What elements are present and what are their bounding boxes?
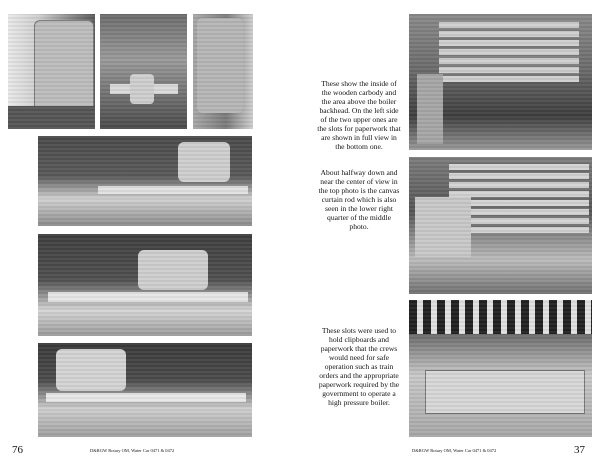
caption-paperwork-slots: These slots were used to hold clipboards and paperwork that the crews would need for safe operation such as train orders and the appropriate paperwork required by the government to operate a high pressure boiler.	[318, 326, 400, 407]
photo-coupler-closeup	[100, 14, 187, 129]
photo-coupler-assembly-1	[38, 136, 252, 226]
caption-curtain-rod: About halfway down and near the center of view in the top photo is the canvas curtain rod which is also seen in the lower right quarter of the middle photo.	[318, 168, 400, 231]
right-running-head: D&RGW Rotary OM, Water Car 0471 & 0472	[412, 448, 497, 453]
photo-coupler-assembly-2	[38, 234, 252, 336]
photo-carbody-ceiling	[409, 14, 592, 150]
photo-paperwork-slots	[409, 300, 592, 437]
caption-carbody-interior: These show the inside of the wooden carbody and the area above the boiler backhead. On the left side of the two upper ones are the slots for paperwork that are shown in full view in the bottom one.	[317, 79, 401, 151]
photo-water-car-side	[193, 14, 253, 129]
photo-water-car-end-view	[8, 14, 95, 129]
right-page-number: 37	[574, 444, 585, 456]
photo-coupler-assembly-3	[38, 343, 252, 437]
left-page-number: 76	[12, 444, 23, 456]
photo-boiler-backhead-area	[409, 157, 592, 294]
left-running-head: D&RGW Rotary OM, Water Car 0471 & 0472	[90, 448, 175, 453]
